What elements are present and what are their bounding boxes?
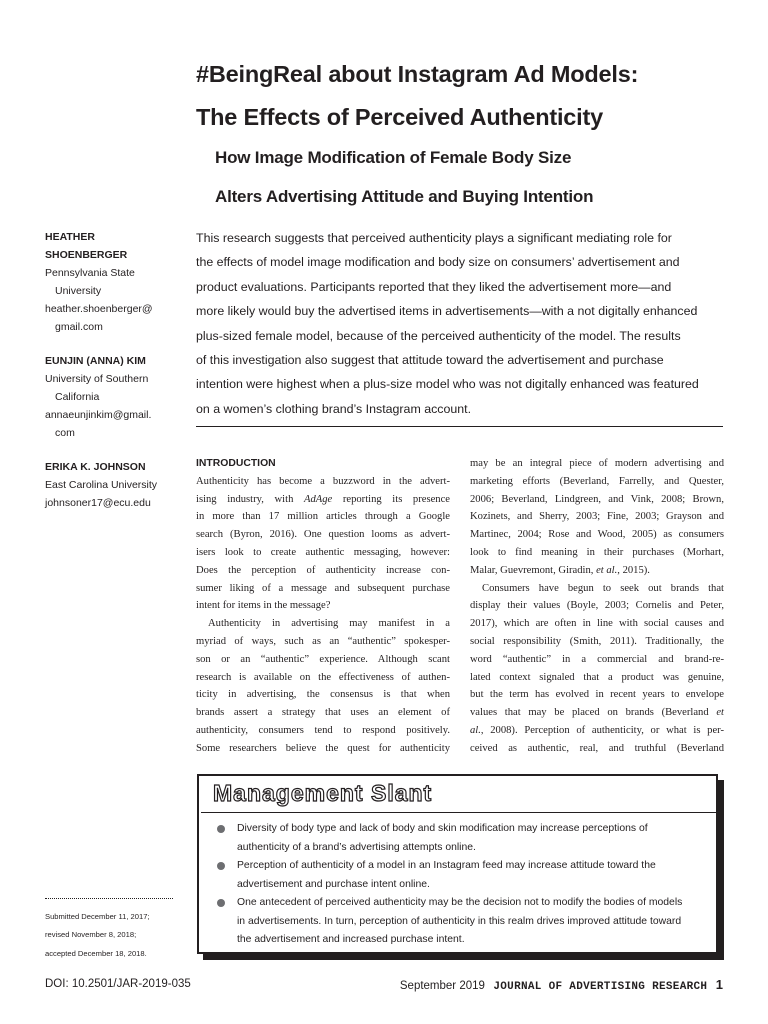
body-line: Malar, Guevremont, Giradin, et al., 2015). bbox=[470, 564, 650, 576]
list-item-text: Diversity of body type and lack of body and skin modification may increase perceptions of bbox=[237, 823, 648, 834]
body-line: search (Byron, 2016). One question looms as advert- bbox=[196, 529, 450, 541]
body-line: research is available on the effectiveness of authen- bbox=[196, 671, 450, 683]
management-slant-box bbox=[197, 774, 718, 954]
journal-name: JOURNAL OF ADVERTISING RESEARCH bbox=[493, 981, 708, 993]
author-affiliation: Pennsylvania State bbox=[45, 267, 135, 279]
author-affiliation: California bbox=[55, 391, 100, 403]
body-line: ticity in advertising, the consensus is that when bbox=[196, 689, 450, 701]
body-line: 2006; Beverland, Lindgreen, and Vink, 2008; Brown, bbox=[470, 493, 724, 505]
revised-date: revised November 8, 2018; bbox=[45, 930, 137, 940]
author-shoenberger bbox=[45, 228, 180, 336]
body-line: may be an integral piece of modern advertising and bbox=[470, 458, 724, 469]
submission-history bbox=[45, 908, 185, 963]
author-email[interactable]: com bbox=[55, 427, 75, 439]
abstract-line: of this investigation also suggest that attitude toward the advertisement and purchase bbox=[196, 353, 664, 368]
management-slant-divider bbox=[201, 812, 716, 813]
accepted-date: accepted December 18, 2018. bbox=[45, 948, 147, 958]
author-name: HEATHER bbox=[45, 231, 95, 243]
body-line: Authenticity in advertising may manifest in a bbox=[208, 618, 450, 630]
abstract-line: plus-sized female model, because of the perceived authenticity of the model. The results bbox=[196, 328, 681, 343]
bullet-icon bbox=[217, 899, 225, 907]
body-column-left bbox=[196, 455, 450, 758]
author-affiliation: University of Southern bbox=[45, 373, 149, 385]
body-line: authenticity, consumers tend to respond positively. bbox=[196, 724, 450, 736]
body-line: Authenticity has become a buzzword in the advert- bbox=[196, 475, 450, 487]
body-line: sumer liking of a message and subsequent purchase bbox=[196, 582, 450, 594]
body-line: isers look to create authentic messaging, however: bbox=[196, 546, 450, 558]
history-divider bbox=[45, 898, 173, 899]
body-line: ceived as authentic, real, and truthful (Beverland bbox=[470, 742, 724, 754]
author-list bbox=[45, 228, 180, 528]
author-affiliation: University bbox=[55, 285, 102, 297]
abstract-line: on a women’s clothing brand’s Instagram account. bbox=[196, 401, 472, 416]
body-line: Consumers have begun to seek out brands that bbox=[482, 582, 724, 594]
body-line: ising industry, with AdAge reporting its presence bbox=[196, 493, 450, 505]
abstract-line: product evaluations. Participants reported that they liked the advertisement more—and bbox=[196, 279, 672, 294]
list-item bbox=[217, 894, 707, 950]
author-name: SHOENBERGER bbox=[45, 249, 128, 261]
list-item-text: advertisement and purchase intent online. bbox=[237, 878, 430, 890]
body-line: but the term has evolved in recent years to envelope bbox=[470, 689, 724, 701]
bullet-icon bbox=[217, 825, 225, 833]
author-affiliation: East Carolina University bbox=[45, 479, 158, 491]
body-line: Kozinets, and Sherry, 2003; Fine, 2003; Grayson and bbox=[470, 511, 724, 523]
bullet-icon bbox=[217, 862, 225, 870]
abstract-line: the effects of model image modification and body size on consumers’ advertisement and bbox=[196, 255, 680, 270]
body-line: in more than 17 million articles through a Google bbox=[196, 511, 450, 523]
body-line: lated context signaled that a product was genuine, bbox=[470, 671, 724, 683]
body-line: 2017), which are often in line with social causes and bbox=[470, 618, 724, 630]
body-line: Does the perception of authenticity increase con- bbox=[196, 564, 450, 576]
body-line: social responsibility (Smith, 2011). Traditionally, the bbox=[470, 635, 724, 647]
body-line: word “authentic” in a commercial and brand-re- bbox=[470, 653, 724, 665]
body-line: brands assert a strategy that uses an element of bbox=[196, 707, 450, 719]
management-slant-list bbox=[217, 820, 707, 950]
list-item-text: Perception of authenticity of a model in an Instagram feed may increase attitude toward the bbox=[237, 860, 656, 871]
body-line: Some researchers believe the quest for authenticity bbox=[196, 742, 450, 754]
article-title-line-2: The Effects of Perceived Authenticity bbox=[196, 104, 603, 130]
author-kim bbox=[45, 352, 180, 442]
running-footer bbox=[400, 976, 723, 994]
author-email[interactable]: annaeunjinkim@gmail. bbox=[45, 409, 152, 421]
abstract-line: intention were highest when a plus-size model who was not digitally enhanced was featured bbox=[196, 377, 699, 392]
list-item bbox=[217, 820, 707, 857]
body-line: marketing efforts (Beverland, Farrelly, and Quester, bbox=[470, 475, 724, 487]
body-line: display their values (Boyle, 2003; Cornelis and Peter, bbox=[470, 600, 724, 612]
body-line: look to find meaning in their purchases (Morhart, bbox=[470, 546, 724, 558]
abstract bbox=[196, 226, 726, 421]
doi[interactable]: DOI: 10.2501/JAR-2019-035 bbox=[45, 978, 191, 990]
author-email[interactable]: johnsoner17@ecu.edu bbox=[45, 497, 151, 509]
list-item-text: the advertisement and increased purchase intent. bbox=[237, 934, 465, 945]
issue-date: September 2019 bbox=[399, 980, 485, 992]
article-subtitle-line-1: How Image Modification of Female Body Size bbox=[215, 148, 572, 167]
body-line: myriad of ways, such as an “authentic” spokesper- bbox=[196, 635, 450, 647]
author-email[interactable]: heather.shoenberger@ bbox=[45, 303, 153, 315]
list-item bbox=[217, 857, 707, 894]
body-line: intent for items in the message? bbox=[196, 600, 331, 612]
body-column-right bbox=[470, 455, 724, 758]
body-line: values that may be placed on brands (Beverland et bbox=[470, 707, 724, 719]
submitted-date: Submitted December 11, 2017; bbox=[45, 912, 150, 921]
body-line: son or an “authentic” experience. Although scant bbox=[196, 653, 450, 665]
management-slant-title: Management Slant bbox=[213, 780, 433, 806]
body-line: Martinec, 2004; Rose and Wood, 2005) as consumers bbox=[470, 529, 724, 541]
article-subtitle-line-2: Alters Advertising Attitude and Buying Intention bbox=[215, 187, 594, 206]
author-name: ERIKA K. JOHNSON bbox=[45, 461, 146, 473]
section-heading-introduction: INTRODUCTION bbox=[196, 458, 276, 469]
body-line: al., 2008). Perception of authenticity, or what is per- bbox=[470, 724, 724, 736]
author-name: EUNJIN (ANNA) KIM bbox=[45, 355, 146, 367]
author-email[interactable]: gmail.com bbox=[55, 321, 103, 333]
list-item-text: One antecedent of perceived authenticity may be the decision not to modify the bodies of models bbox=[237, 897, 683, 908]
list-item-text: authenticity of a brand’s advertising attempts online. bbox=[237, 841, 476, 853]
author-johnson bbox=[45, 458, 180, 512]
list-item-text: in advertisements. In turn, perception of authenticity in this realm drives improved attitude toward bbox=[237, 915, 682, 927]
abstract-line: more likely would buy the advertised items in advertisements—with a not digitally enhanced bbox=[196, 304, 698, 319]
abstract-line: This research suggests that perceived authenticity plays a significant mediating role for bbox=[196, 231, 672, 245]
article-title-line-1: #BeingReal about Instagram Ad Models: bbox=[196, 61, 639, 87]
page-number: 1 bbox=[715, 977, 723, 992]
abstract-divider bbox=[196, 426, 723, 427]
